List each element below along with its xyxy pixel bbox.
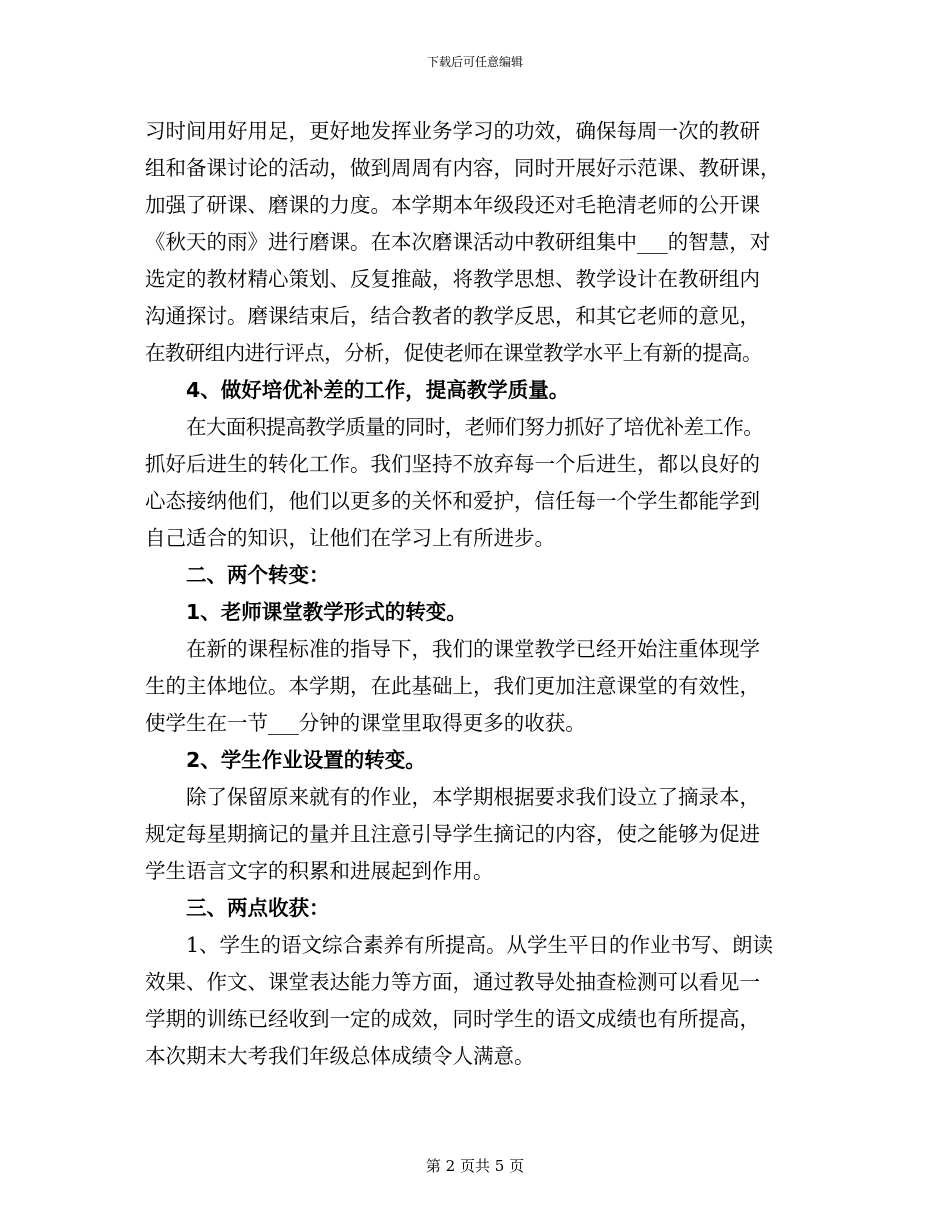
paragraph-line: 心态接纳他们，他们以更多的关怀和爱护，信任每一个学生都能学到 (145, 489, 760, 513)
paragraph-line: 本次期末大考我们年级总体成绩令人满意。 (145, 1044, 535, 1068)
paragraph-line: 规定每星期摘记的量并且注意引导学生摘记的内容，使之能够为促进 (145, 822, 760, 846)
paragraph-line: 除了保留原来就有的作业，本学期根据要求我们设立了摘录本， (186, 785, 760, 809)
paragraph-line: 在新的课程标准的指导下，我们的课堂教学已经开始注重体现学 (186, 637, 760, 661)
page-footer: 第 2 页共 5 页 (425, 1157, 525, 1175)
section-heading: 4、做好培优补差的工作，提高教学质量。 (186, 378, 570, 402)
paragraph-line: 习时间用好用足，更好地发挥业务学习的功效，确保每周一次的教研 (145, 119, 760, 143)
section-heading: 1、老师课堂教学形式的转变。 (186, 600, 467, 624)
paragraph-line: 《秋天的雨》进行磨课。在本次磨课活动中教研组集中___的智慧，对 (145, 230, 771, 254)
paragraph-line: 生的主体地位。本学期，在此基础上，我们更加注意课堂的有效性， (145, 674, 760, 698)
paragraph-line: 组和备课讨论的活动，做到周周有内容，同时开展好示范课、教研课， (145, 156, 781, 180)
paragraph-line: 抓好后进生的转化工作。我们坚持不放弃每一个后进生，都以良好的 (145, 452, 760, 476)
paragraph-line: 加强了研课、磨课的力度。本学期本年级段还对毛艳清老师的公开课 (145, 193, 760, 217)
paragraph-line: 在大面积提高教学质量的同时，老师们努力抓好了培优补差工作。 (186, 415, 764, 439)
section-heading: 二、两个转变： (186, 563, 330, 587)
section-heading: 2、学生作业设置的转变。 (186, 748, 426, 772)
paragraph-line: 在教研组内进行评点，分析，促使老师在课堂教学水平上有新的提高。 (145, 341, 762, 365)
page-header: 下载后可任意编辑 (426, 55, 523, 69)
section-heading: 三、两点收获： (186, 896, 330, 920)
paragraph-line: 自己适合的知识，让他们在学习上有所进步。 (145, 526, 555, 550)
paragraph-line: 效果、作文、课堂表达能力等方面，通过教导处抽查检测可以看见一 (145, 970, 760, 994)
paragraph-line: 使学生在一节___分钟的课堂里取得更多的收获。 (145, 711, 586, 735)
paragraph-line: 学期的训练已经收到一定的成效，同时学生的语文成绩也有所提高， (145, 1007, 760, 1031)
paragraph-line: 沟通探讨。磨课结束后，结合教者的教学反思，和其它老师的意见， (145, 304, 760, 328)
paragraph-line: 1、学生的语文综合素养有所提高。从学生平日的作业书写、朗读 (186, 933, 774, 957)
paragraph-line: 选定的教材精心策划、反复推敲，将教学思想、教学设计在教研组内 (145, 267, 760, 291)
paragraph-line: 学生语言文字的积累和进展起到作用。 (145, 859, 494, 883)
document-body (145, 113, 835, 1075)
